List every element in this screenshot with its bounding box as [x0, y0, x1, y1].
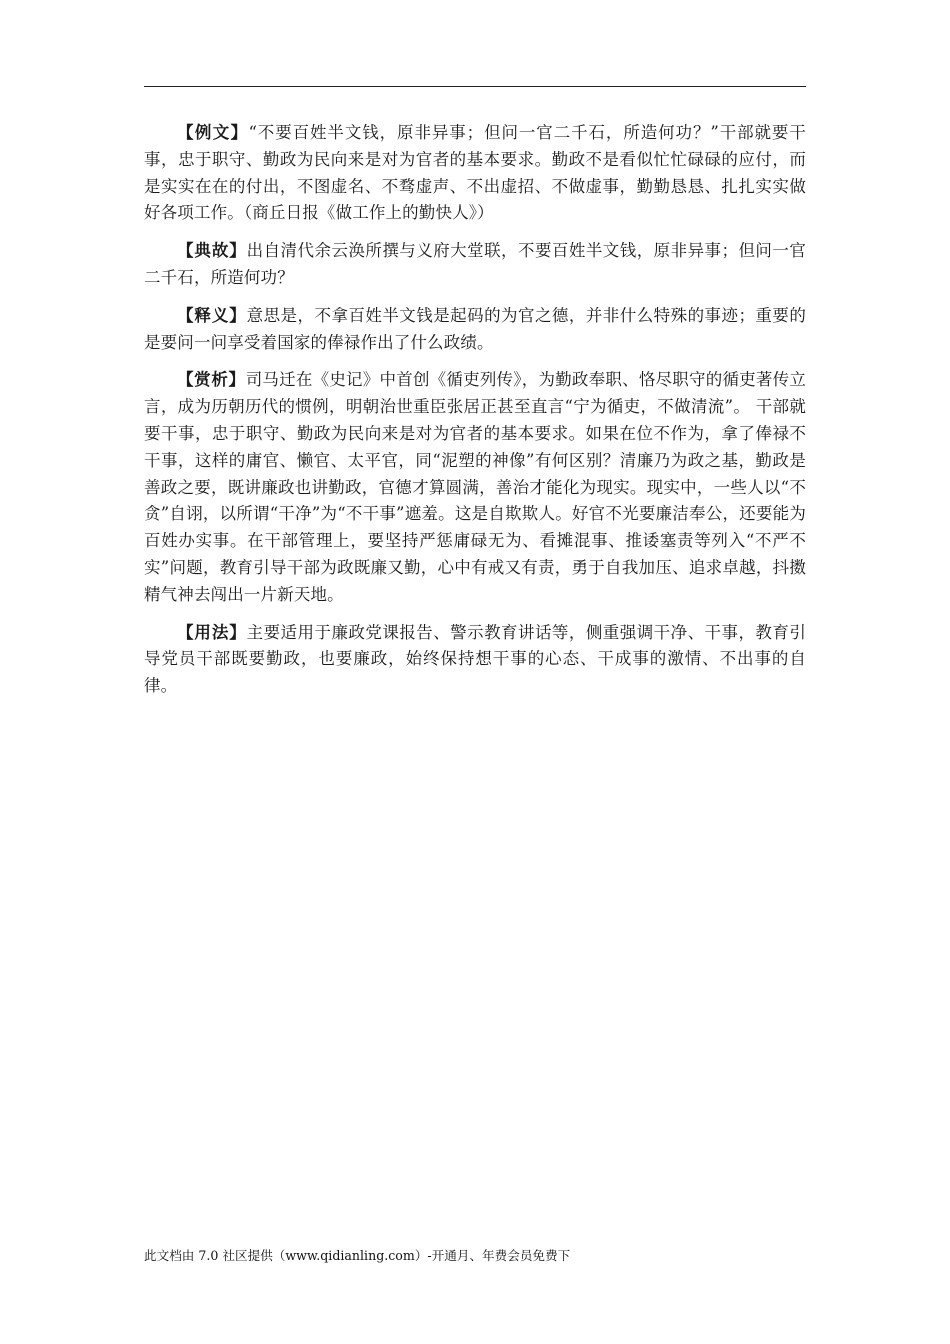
paragraph-tag: 【赏析】: [177, 370, 246, 390]
paragraph-tag: 【用法】: [177, 622, 247, 642]
paragraph-tag: 【例文】: [177, 123, 249, 142]
paragraph-usage: [144, 620, 806, 700]
paragraph-tag: 【典故】: [177, 241, 247, 261]
paragraph-appreciation: [144, 367, 806, 608]
paragraph-example: [144, 120, 806, 227]
paragraph-meaning: [144, 303, 806, 357]
footer-notice: 此文档由 7.0 社区提供（www.qidianling.com）-开通月、年费会员免费下: [144, 1248, 571, 1263]
header-rule: [144, 86, 806, 87]
paragraph-allusion: [144, 238, 806, 292]
paragraph-text: 意思是，不拿百姓半文钱是起码的为官之德，并非什么特殊的事迹；重要的是要问一问享受着国家的俸禄作出了什么政绩。: [144, 305, 806, 352]
paragraph-text: “不要百姓半文钱，原非异事；但问一官二千石，所造何功？”干部就要干事，忠于职守、勤政为民向来是对为官者的基本要求。勤政不是看似忙忙碌碌的应付，而是实实在在的付出，不图虚名、不骛虚声、不出虚招、不做虚事，勤勤恳恳、扎扎实实做好各项工作。（商丘日报《做工作上的勤快人》）: [144, 123, 806, 223]
document-body: [144, 120, 806, 711]
paragraph-text: 出自清代余云涣所撰与义府大堂联，不要百姓半文钱，原非异事；但问一官二千石，所造何功？: [144, 241, 806, 287]
paragraph-tag: 【释义】: [177, 305, 247, 325]
paragraph-text: 主要适用于廉政党课报告、警示教育讲话等，侧重强调干净、干事，教育引导党员干部既要勤政，也要廉政，始终保持想干事的心态、干成事的激情、不出事的自律。: [144, 622, 806, 696]
paragraph-text: 司马迁在《史记》中首创《循吏列传》，为勤政奉职、恪尽职守的循吏著传立言，成为历朝历代的惯例，明朝治世重臣张居正甚至直言“宁为循吏，不做清流”。 干部就要干事，忠于职守、勤政为民向来是对为官者的基本要求。如果在位不作为，拿了俸禄不干事，这样的庸官、懒官、太平官，同“泥塑的神像”有何区别？清廉乃为政之基，勤政是善政之要，既讲廉政也讲勤政，官德才算圆满，善治才能化为现实。现实中，一些人以“不贪”自诩，以所谓“干净”为“不干事”遮羞。这是自欺欺人。好官不光要廉洁奉公，还要能为百姓办实事。在干部管理上，要坚持严惩庸碌无为、看摊混事、推诿塞责等列入“不严不实”问题，教育引导干部为政既廉又勤，心中有戒又有责，勇于自我加压、追求卓越，抖擞精气神去闯出一片新天地。: [144, 370, 806, 604]
